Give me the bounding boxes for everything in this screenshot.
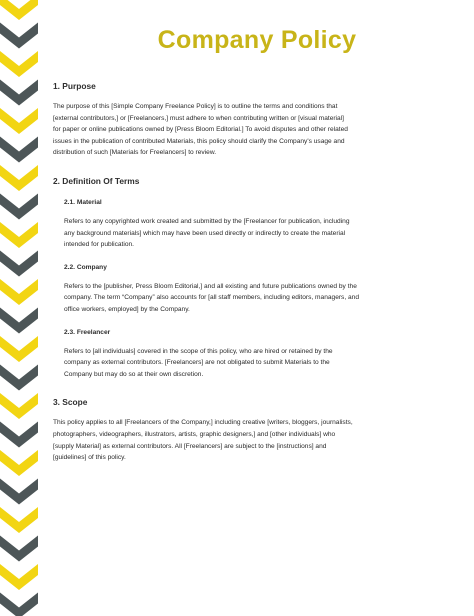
section-heading-purpose: 1. Purpose [53,81,96,91]
section-heading-definitions: 2. Definition Of Terms [53,175,140,186]
text-line: The purpose of this [Simple Company Freelance Policy] is to outline the terms and conditions that [53,103,338,110]
section-heading-scope: 3. Scope [53,397,88,408]
subsection-heading-material: 2.1. Material [64,198,102,206]
chevron-stripe [0,251,38,277]
chevron-stripe [0,365,38,391]
subsection-freelancer [53,328,418,381]
text-line: company. The term “Company” also accounts for [all staff members, including editors, managers, and [64,294,360,302]
text-line: [guidelines] of this policy. [53,454,126,462]
chevron-stripe [0,422,38,448]
text-line: Refers to [all individuals] covered in the scope of this policy, who are hired or retained by the [64,347,333,355]
chevron-stripe [0,165,38,191]
text-line: [supply Material] as external contributors. All [Freelancers] are subject to the [instructions] and [53,442,327,450]
text-line: any background materials] which may have been used directly or indirectly to create the material [64,229,346,237]
text-line: intended for publication. [64,241,135,249]
text-line: [external contributors,] or [Freelancers,] must adhere to when contributing written or [visual material] [53,114,344,122]
text-line: photographers, videographers, illustrators, artists, graphic designers,] and [other individuals] who [53,430,336,438]
chevron-stripe [0,222,38,248]
text-line: This policy applies to all [Freelancers of the Company,] including creative [writers, bloggers, journalists, [53,419,353,427]
subsection-heading-freelancer: 2.3. Freelancer [64,328,111,336]
text-line: office workers, employed] by the Company. [64,305,190,313]
chevron-stripe [0,194,38,220]
chevron-border-decoration [0,0,38,616]
chevron-stripe [0,393,38,419]
chevron-stripe [0,450,38,476]
text-line: issues in the publication of contributed Materials, this policy should clarify the Company's usage and [53,137,345,145]
chevron-stripe [0,23,38,49]
text-line: company as external contributors. [Freelancers] are not obligated to submit Materials to the [64,359,330,367]
chevron-stripe [0,536,38,562]
subsection-material [53,198,418,251]
subsection-heading-company: 2.2. Company [64,263,107,271]
document-body [53,76,418,464]
subsection-company [53,263,418,316]
text-line: Refers to the [publisher, Press Bloom Editorial,] and all existing and future publications owned by the [64,282,357,290]
chevron-stripe [0,308,38,334]
chevron-stripe [0,108,38,134]
section-definition-of-terms [53,176,418,380]
text-line: for paper or online publications owned by [Press Bloom Editorial.] To avoid disputes and other related [53,126,348,134]
scope-paragraph [53,417,418,463]
chevron-stripe [0,479,38,505]
document-title: Company Policy [157,26,357,54]
freelancer-paragraph [64,346,418,381]
chevron-stripe [0,0,38,20]
section-scope [53,397,418,463]
text-line: Refers to any copyrighted work created and submitted by the [Freelancer for publication, including [64,217,350,225]
material-paragraph [64,216,418,251]
company-paragraph [64,281,418,316]
chevron-stripe [0,593,38,616]
chevron-stripe [0,137,38,163]
purpose-paragraph [53,101,418,159]
text-line: Company but may do so at their own discretion. [64,370,204,378]
chevron-stripe [0,507,38,533]
chevron-stripe [0,279,38,305]
chevron-stripe [0,80,38,106]
text-line: distribution of such [Materials for Freelancers] to review. [53,149,217,157]
chevron-stripe [0,336,38,362]
chevron-stripe [0,564,38,590]
section-purpose [53,81,418,159]
chevron-stripe [0,51,38,77]
